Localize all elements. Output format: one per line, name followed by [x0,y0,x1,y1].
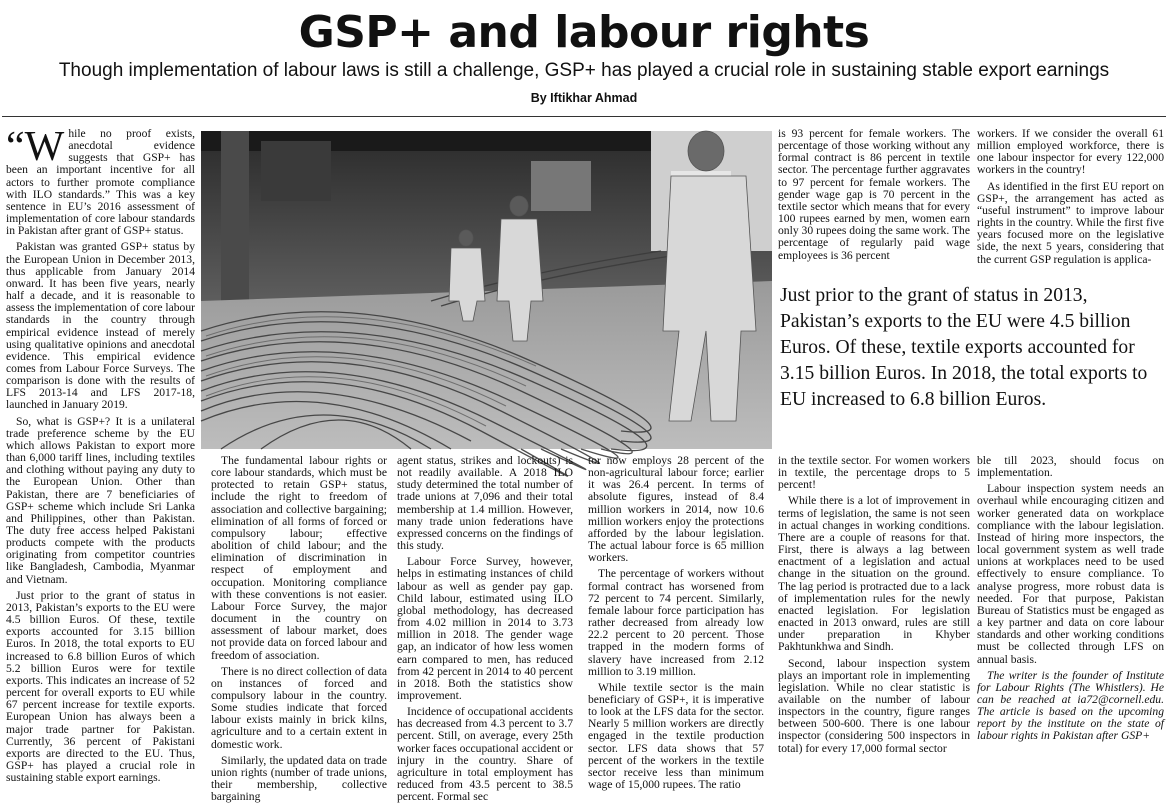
author-credit [977,670,1164,743]
col2-paragraph-2: There is no direct collection of data on instances of forced and compulsory labour in the country. Some studies indicate that forced labour exists mainly in brick kilns, agriculture and to a certain extent in domestic work. [211,664,387,751]
headline: GSP+ and labour rights [298,7,870,58]
author-credit-text: The writer is the founder of Institute for Labour Rights (The Whistlers). He can be reached at ia72@cornell.edu. The article is based on the upcoming report by the institute on the state of labour rights in Pakistan after GSP+ [977,668,1164,743]
col1-paragraph-1: “W hile no proof exists, anecdotal evidence suggests that GSP+ has been an important incentive for all actors to further promote compliance with ILO standards.” This was a key sentence in EU’s 2016 assessment of implementation of core labour standards in Pakistan after grant of GSP+ status. [6,124,195,238]
col4-paragraph-1: tor now employs 28 percent of the non-agricultural labour force; earlier it was 26.4 percent. In terms of absolute figures, instead of 8.4 million workers in 2014, now 10.6 million workers enjoy the protections afforded by the labour legislation. The actual labour force is 65 million workers. [588,454,764,565]
col3-paragraph-2: Labour Force Survey, however, helps in estimating instances of child labour as well as gender pay gap. Child labour, estimated using ILO global methodology, has decreased from 4.02 million in 2014 to 3.73 million in 2018. The gender wage gap, an indicator of how less women earn compared to men, has reduced from 42 percent in 2014 to 40 percent in 2018. Both the statistics show improvement. [397,555,573,702]
column-4 [588,454,764,792]
col4-paragraph-3: While textile sector is the main beneficiary of GSP+, it is imperative to look at the LFS data for the sector. Nearly 5 million workers are directly engaged in the textile production sector. LFS data shows that 57 percent of the workers in the textile sector receive less than minimum wage of 15,000 rupees. The ratio [588,680,764,792]
pull-quote: Just prior to the grant of status in 2013, Pakistan’s exports to the EU were 4.5 billion Euros. Of these, textile exports accounted for 3.15 billion Euros. In 2018, the total exports to EU increased to 6.8 billion Euros. [780,285,1148,410]
col5-bottom-paragraph-3: Second, labour inspection system plays an important role in implementing legislation. While no clear statistic is available on the number of labour inspectors in the country, figure ranges between 500-600. There is one labour inspector (considering 500 inspectors in total) for every 17,000 formal sector [778,656,970,755]
col4-paragraph-2: The percentage of workers without formal contract has worsened from 72 percent to 74 percent. Similarly, female labour force participation has rather decreased from already low 22.2 percent to 20 percent. Those trapped in the modern forms of slavery have increased from 2.12 million to 3.19 million. [588,567,764,678]
column-2 [211,454,387,803]
col6-top-paragraph-2: As identified in the first EU report on GSP+, the arrangement has acted as “useful instrument” to improve labour rights in the country. While the first five years focused more on the legislative side, the next 5 years, considering that the current GSP regulation is applica- [977,179,1164,266]
byline: By Iftikhar Ahmad [530,91,638,105]
col3-paragraph-3: Incidence of occupational accidents has decreased from 4.3 percent to 3.7 percent. Still, on average, every 25th worker faces occupational accident or injury in the country. Share of agriculture in total employment has reduced from 43.5 percent to 38.5 percent. Formal sec [397,705,573,803]
col2-paragraph-1: The fundamental labour rights or core labour standards, which must be protected to retain GSP+ status, include the right to freedom of association and collective bargaining; elimination of all forms of forced or compulsory labour; effective abolition of child labour; and the elimination of discrimination in respect of employment and occupation. Monitoring compliance with these conventions is not easier. Labour Force Survey, the major document in the country on assessment of labour market, does not provide data on forced labour and freedom of association. [211,454,387,662]
col1-paragraph-3: So, what is GSP+? It is a unilateral trade preference scheme by the EU which allows Pakistan to export more than 6,000 tariff lines, including textiles and clothing without paying any duty to the European Union. Other than Pakistan, there are 7 beneficiaries of GSP+ scheme which include Sri Lanka and Philippines, other than Pakistan. The duty free access helped Pakistani products compete with the products originating from competitor countries like Bangladesh, Cambodia, Myanmar and Vietnam. [6,414,195,586]
col1-paragraph-4: Just prior to the grant of status in 2013, Pakistan’s exports to the EU were 4.5 billion Euros. Of these, textile exports accounted for 3.15 billion Euros. In 2018, the total exports to EU increased to 6.8 billion Euros of which 5.2 billion Euros were for textile exports. This indicates an increase of 52 percent for overall exports to EU while 67 percent increase for textile exports. European Union has always been a major trade partner for Pakistan. Currently, 36 percent of Pakistani exports are directed to the EU. Thus, GSP+ has played a crucial role in sustaining stable export earnings. [6,588,195,785]
col1-paragraph-2: Pakistan was granted GSP+ status by the European Union in December 2013, thus applicable from January 2014 onward. It has been five years, nearly half a decade, and it is reasonable to assess the implementation of core labour standards in the country through empirical evidence instead of merely using qualitative opinions and anecdotal evidence. This empirical evidence comes from Labour Force Surveys. The comparison is done with the results of LFS 2013-14 and LFS 2017-18, launched in January 2019. [6,240,195,412]
header-rule [2,116,1166,117]
col6-top-paragraph-1: workers. If we consider the overall 61 million employed workforce, there is one labour inspector for every 122,000 workers in the country! [977,127,1164,177]
col2-paragraph-3: Similarly, the updated data on trade union rights (number of trade unions, their membership, collective bargaining [211,753,387,803]
article-photo [201,131,772,449]
steel-workshop-photo [201,131,772,449]
column-6-top [977,128,1164,276]
col5-bottom-paragraph-2: While there is a lot of improvement in terms of legislation, the same is not seen in actual changes in working conditions. There are a couple of reasons for that. First, there is always a lag between enactment of a legislation and actual change in the situation on the ground. The lag period is protracted due to a lack of implementation rules for the newly enacted legislation. For legislation enacted in 2013 onward, rules are still under preparation in Khyber Pakhtunkhwa and Sindh. [778,494,970,654]
column-6-bottom [977,455,1164,745]
col6-bottom-paragraph-2: Labour inspection system needs an overhaul while encouraging citizen and worker generated data on workplace compliance with the labour legislation. Instead of hiring more inspectors, the local government system as well trade unions at workplaces need to be used effectively to ensure compliance. To analyse progress, more robust data is needed. For that purpose, Pakistan Bureau of Statistics must be engaged as a key partner and data on core labour standards and other working conditions must be collected through LFS on annual basis. [977,482,1164,666]
col3-paragraph-1: agent status, strikes and lockouts) is not readily available. A 2018 ILO study determined the total number of trade unions at 7,096 and their total membership at 1.4 million. However, many trade union federations have expressed concerns on the findings of this study. [397,454,573,553]
col5-top-paragraph: is 93 percent for female workers. The percentage of those working without any formal contract is 86 percent in textile sector. The percentage further aggravates to 97 percent for female workers. The gender wage gap is 70 percent in the textile sector which means that for every 100 rupees earned by men, women earn only 30 rupees doing the same work. The percentage of regularly paid wage employees is 36 percent [778,127,970,262]
column-5-top [778,128,970,276]
column-5-bottom [778,454,970,755]
column-3 [397,454,573,803]
subheadline: Though implementation of labour laws is still a challenge, GSP+ has played a crucial role in sustaining stable export earnings [58,60,1110,81]
col5-bottom-paragraph-1: in the textile sector. For women workers in textile, the percentage drops to 5 percent! [778,454,970,492]
column-1 [6,124,195,785]
col6-bottom-paragraph-1: ble till 2023, should focus on implementation. [977,454,1164,480]
dropcap: “W [6,124,65,170]
